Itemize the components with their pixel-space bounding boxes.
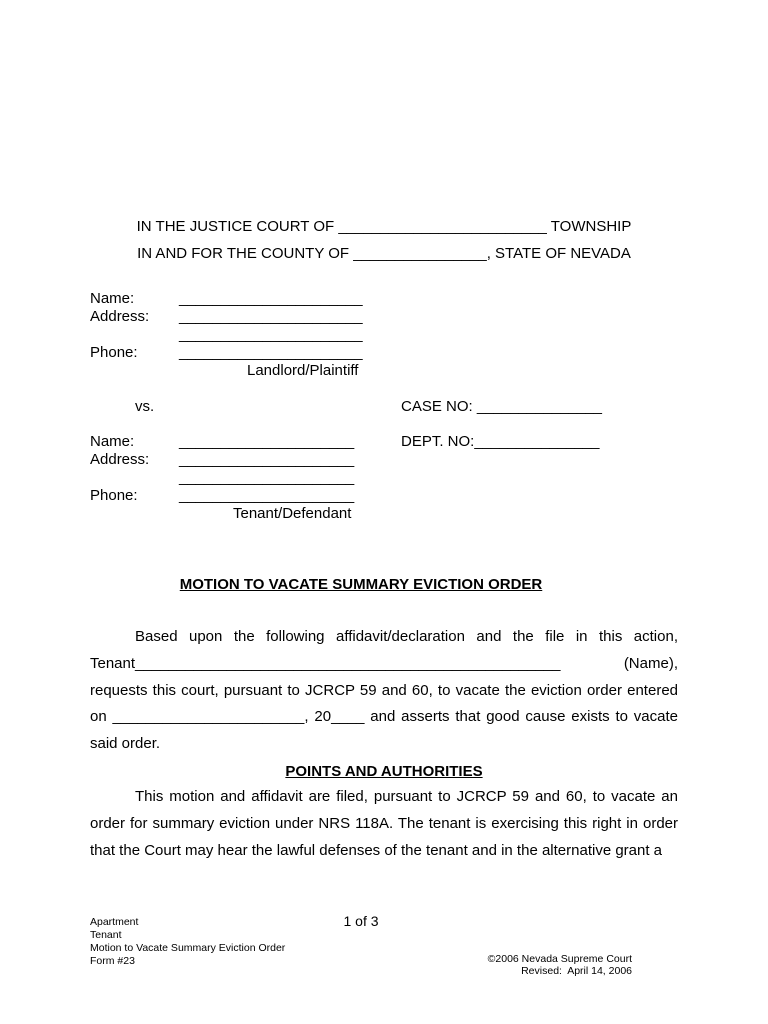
plaintiff-name-label: Name: [90, 290, 135, 307]
paragraph-1-text: Based upon the following affidavit/declaration and the file in this action, Tenant___________________________________________________ (Name), requests this court, pursuant to JCRCP 59 and 60, to vacate the eviction order entered on _______________________, 20____ and asserts that good cause exists to vacate said order. [90, 628, 678, 753]
case-number: CASE NO: _______________ [401, 398, 602, 415]
footer-right-line1: ©2006 Nevada Supreme Court [487, 953, 632, 965]
footer-right-line2: Revised: April 14, 2006 [521, 965, 632, 977]
plaintiff-address-line2: ______________________ [179, 326, 363, 343]
footer-left-line1: Apartment [90, 916, 139, 928]
plaintiff-name-line: ______________________ [179, 290, 363, 307]
body-paragraph-1 [90, 624, 678, 758]
plaintiff-address-line1: ______________________ [179, 308, 363, 325]
footer-left-line3: Motion to Vacate Summary Eviction Order [90, 942, 286, 954]
section-heading: POINTS AND AUTHORITIES [285, 763, 483, 780]
defendant-address-line2: _____________________ [179, 469, 355, 486]
plaintiff-phone-line: ______________________ [179, 344, 363, 361]
defendant-phone-line: _____________________ [179, 487, 355, 504]
defendant-phone-label: Phone: [90, 487, 138, 504]
versus-label: vs. [135, 398, 155, 415]
plaintiff-address-label: Address: [90, 308, 150, 325]
defendant-name-label: Name: [90, 433, 135, 450]
defendant-name-line: _____________________ [179, 433, 355, 450]
plaintiff-role: Landlord/Plaintiff [247, 362, 359, 379]
defendant-address-label: Address: [90, 451, 150, 468]
body-paragraph-2 [90, 784, 678, 864]
court-header-line1: IN THE JUSTICE COURT OF _________________________ TOWNSHIP [136, 218, 632, 235]
paragraph-2-text: This motion and affidavit are filed, pursuant to JCRCP 59 and 60, to vacate an order for summary eviction under NRS 118A. The tenant is exercising this right in order that the Court may hear the lawful defenses of the tenant and in the alternative grant a [90, 788, 678, 859]
defendant-address-line1: _____________________ [179, 451, 355, 468]
defendant-role: Tenant/Defendant [233, 505, 352, 522]
dept-number: DEPT. NO:_______________ [401, 433, 600, 450]
footer-left-line2: Tenant [90, 929, 122, 941]
court-header-line2: IN AND FOR THE COUNTY OF ________________, STATE OF NEVADA [137, 245, 631, 262]
page-number: 1 of 3 [343, 913, 379, 929]
document-title: MOTION TO VACATE SUMMARY EVICTION ORDER [179, 576, 543, 593]
footer-left-line4: Form #23 [90, 955, 135, 967]
plaintiff-phone-label: Phone: [90, 344, 138, 361]
